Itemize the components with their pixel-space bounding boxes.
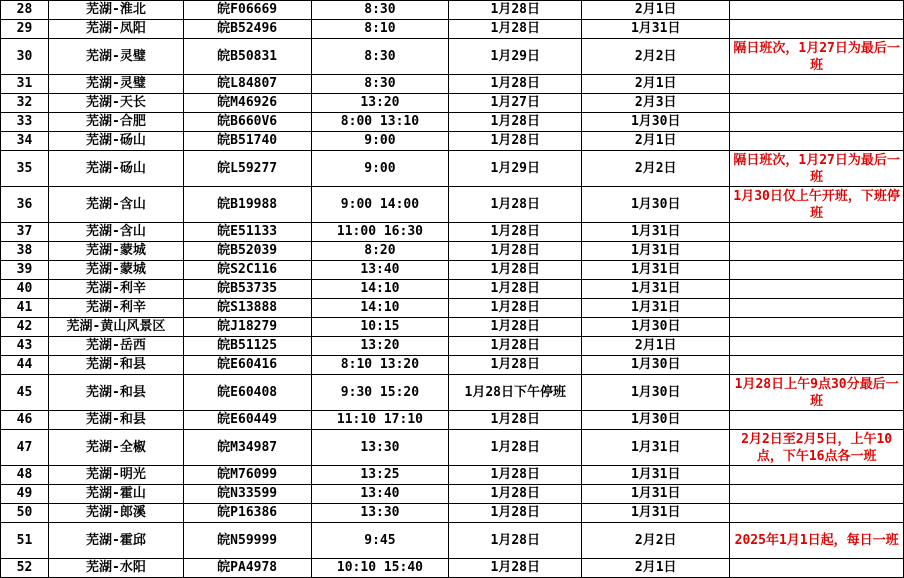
- departure-time-cell: 14:10: [311, 299, 449, 318]
- departure-time-cell: 13:40: [311, 261, 449, 280]
- departure-time-cell: 8:20: [311, 242, 449, 261]
- stop-date-cell: 1月28日: [449, 337, 582, 356]
- plate-cell: 皖B51740: [183, 132, 311, 151]
- stop-date-cell: 1月28日: [449, 466, 582, 485]
- resume-date-cell: 1月31日: [582, 261, 730, 280]
- resume-date-cell: 2月1日: [582, 1, 730, 20]
- table-row: [1, 485, 904, 504]
- departure-time-cell: 11:00 16:30: [311, 223, 449, 242]
- departure-time-cell: 14:10: [311, 280, 449, 299]
- row-number-cell: 38: [1, 242, 49, 261]
- table-row: [1, 151, 904, 187]
- row-number-cell: 47: [1, 430, 49, 466]
- table-row: [1, 411, 904, 430]
- resume-date-cell: 1月31日: [582, 223, 730, 242]
- route-cell: 芜湖-岳西: [49, 337, 184, 356]
- resume-date-cell: 2月2日: [582, 151, 730, 187]
- route-cell: 芜湖-全椒: [49, 430, 184, 466]
- table-row: [1, 466, 904, 485]
- route-cell: 芜湖-砀山: [49, 151, 184, 187]
- departure-time-cell: 10:15: [311, 318, 449, 337]
- stop-date-cell: 1月28日: [449, 411, 582, 430]
- stop-date-cell: 1月28日: [449, 242, 582, 261]
- route-cell: 芜湖-淮北: [49, 1, 184, 20]
- route-cell: 芜湖-含山: [49, 187, 184, 223]
- stop-date-cell: 1月29日: [449, 39, 582, 75]
- resume-date-cell: 1月31日: [582, 242, 730, 261]
- table-row: [1, 39, 904, 75]
- resume-date-cell: 1月30日: [582, 411, 730, 430]
- row-number-cell: 35: [1, 151, 49, 187]
- resume-date-cell: 1月31日: [582, 280, 730, 299]
- route-cell: 芜湖-凤阳: [49, 20, 184, 39]
- note-cell: 隔日班次，1月27日为最后一班: [730, 39, 904, 75]
- route-cell: 芜湖-郎溪: [49, 504, 184, 523]
- departure-time-cell: 8:30: [311, 1, 449, 20]
- route-cell: 芜湖-水阳: [49, 559, 184, 578]
- stop-date-cell: 1月28日: [449, 523, 582, 559]
- table-row: [1, 318, 904, 337]
- table-row: [1, 299, 904, 318]
- stop-date-cell: 1月28日: [449, 132, 582, 151]
- note-cell: 1月30日仅上午开班，下班停班: [730, 187, 904, 223]
- row-number-cell: 45: [1, 375, 49, 411]
- table-row: [1, 242, 904, 261]
- route-cell: 芜湖-霍山: [49, 485, 184, 504]
- plate-cell: 皖PA4978: [183, 559, 311, 578]
- stop-date-cell: 1月28日: [449, 75, 582, 94]
- table-row: [1, 261, 904, 280]
- resume-date-cell: 1月31日: [582, 430, 730, 466]
- note-cell: [730, 75, 904, 94]
- note-cell: [730, 485, 904, 504]
- route-cell: 芜湖-合肥: [49, 113, 184, 132]
- route-cell: 芜湖-黄山风景区: [49, 318, 184, 337]
- plate-cell: 皖B52496: [183, 20, 311, 39]
- route-cell: 芜湖-霍邱: [49, 523, 184, 559]
- table-row: [1, 20, 904, 39]
- route-cell: 芜湖-灵璧: [49, 75, 184, 94]
- resume-date-cell: 1月30日: [582, 187, 730, 223]
- route-cell: 芜湖-含山: [49, 223, 184, 242]
- departure-time-cell: 8:00 13:10: [311, 113, 449, 132]
- table-row: [1, 504, 904, 523]
- table-row: [1, 523, 904, 559]
- note-cell: [730, 1, 904, 20]
- row-number-cell: 39: [1, 261, 49, 280]
- note-cell: 2025年1月1日起，每日一班: [730, 523, 904, 559]
- departure-time-cell: 9:00 14:00: [311, 187, 449, 223]
- note-cell: 2月2日至2月5日，上午10点，下午16点各一班: [730, 430, 904, 466]
- resume-date-cell: 1月30日: [582, 356, 730, 375]
- note-cell: [730, 94, 904, 113]
- stop-date-cell: 1月28日: [449, 261, 582, 280]
- table-row: [1, 132, 904, 151]
- route-cell: 芜湖-和县: [49, 411, 184, 430]
- plate-cell: 皖B53735: [183, 280, 311, 299]
- departure-time-cell: 13:40: [311, 485, 449, 504]
- plate-cell: 皖B52039: [183, 242, 311, 261]
- route-cell: 芜湖-蒙城: [49, 242, 184, 261]
- note-cell: [730, 20, 904, 39]
- resume-date-cell: 2月2日: [582, 39, 730, 75]
- note-cell: 1月28日上午9点30分最后一班: [730, 375, 904, 411]
- row-number-cell: 51: [1, 523, 49, 559]
- departure-time-cell: 9:00: [311, 132, 449, 151]
- route-cell: 芜湖-明光: [49, 466, 184, 485]
- note-cell: [730, 318, 904, 337]
- departure-time-cell: 13:20: [311, 94, 449, 113]
- note-cell: [730, 337, 904, 356]
- note-cell: [730, 113, 904, 132]
- departure-time-cell: 9:00: [311, 151, 449, 187]
- stop-date-cell: 1月28日: [449, 20, 582, 39]
- departure-time-cell: 8:30: [311, 75, 449, 94]
- plate-cell: 皖N33599: [183, 485, 311, 504]
- stop-date-cell: 1月28日: [449, 504, 582, 523]
- row-number-cell: 52: [1, 559, 49, 578]
- plate-cell: 皖J18279: [183, 318, 311, 337]
- plate-cell: 皖L84807: [183, 75, 311, 94]
- stop-date-cell: 1月28日: [449, 280, 582, 299]
- departure-time-cell: 13:20: [311, 337, 449, 356]
- note-cell: 隔日班次，1月27日为最后一班: [730, 151, 904, 187]
- table-row: [1, 1, 904, 20]
- departure-time-cell: 9:45: [311, 523, 449, 559]
- resume-date-cell: 1月31日: [582, 466, 730, 485]
- resume-date-cell: 1月30日: [582, 375, 730, 411]
- stop-date-cell: 1月28日: [449, 223, 582, 242]
- resume-date-cell: 2月3日: [582, 94, 730, 113]
- row-number-cell: 34: [1, 132, 49, 151]
- departure-time-cell: 8:10 13:20: [311, 356, 449, 375]
- note-cell: [730, 504, 904, 523]
- note-cell: [730, 132, 904, 151]
- plate-cell: 皖B51125: [183, 337, 311, 356]
- stop-date-cell: 1月28日: [449, 356, 582, 375]
- plate-cell: 皖B50831: [183, 39, 311, 75]
- row-number-cell: 50: [1, 504, 49, 523]
- note-cell: [730, 299, 904, 318]
- row-number-cell: 37: [1, 223, 49, 242]
- departure-time-cell: 10:10 15:40: [311, 559, 449, 578]
- departure-time-cell: 13:25: [311, 466, 449, 485]
- route-cell: 芜湖-利辛: [49, 299, 184, 318]
- row-number-cell: 28: [1, 1, 49, 20]
- stop-date-cell: 1月28日下午停班: [449, 375, 582, 411]
- note-cell: [730, 280, 904, 299]
- resume-date-cell: 1月30日: [582, 318, 730, 337]
- note-cell: [730, 411, 904, 430]
- stop-date-cell: 1月28日: [449, 113, 582, 132]
- plate-cell: 皖N59999: [183, 523, 311, 559]
- resume-date-cell: 1月31日: [582, 504, 730, 523]
- row-number-cell: 36: [1, 187, 49, 223]
- resume-date-cell: 1月31日: [582, 485, 730, 504]
- route-cell: 芜湖-灵璧: [49, 39, 184, 75]
- table-row: [1, 430, 904, 466]
- departure-time-cell: 8:10: [311, 20, 449, 39]
- row-number-cell: 42: [1, 318, 49, 337]
- note-cell: [730, 559, 904, 578]
- table-row: [1, 280, 904, 299]
- route-cell: 芜湖-天长: [49, 94, 184, 113]
- row-number-cell: 30: [1, 39, 49, 75]
- note-cell: [730, 261, 904, 280]
- plate-cell: 皖L59277: [183, 151, 311, 187]
- table-row: [1, 356, 904, 375]
- resume-date-cell: 1月31日: [582, 20, 730, 39]
- row-number-cell: 29: [1, 20, 49, 39]
- table-row: [1, 559, 904, 578]
- row-number-cell: 48: [1, 466, 49, 485]
- stop-date-cell: 1月28日: [449, 318, 582, 337]
- plate-cell: 皖B660V6: [183, 113, 311, 132]
- stop-date-cell: 1月28日: [449, 430, 582, 466]
- table-row: [1, 337, 904, 356]
- stop-date-cell: 1月28日: [449, 299, 582, 318]
- table-row: [1, 223, 904, 242]
- table-body: [1, 1, 904, 578]
- row-number-cell: 49: [1, 485, 49, 504]
- plate-cell: 皖S2C116: [183, 261, 311, 280]
- row-number-cell: 41: [1, 299, 49, 318]
- route-cell: 芜湖-利辛: [49, 280, 184, 299]
- route-cell: 芜湖-和县: [49, 375, 184, 411]
- plate-cell: 皖E60408: [183, 375, 311, 411]
- plate-cell: 皖E51133: [183, 223, 311, 242]
- note-cell: [730, 242, 904, 261]
- resume-date-cell: 2月1日: [582, 75, 730, 94]
- plate-cell: 皖M46926: [183, 94, 311, 113]
- table-row: [1, 94, 904, 113]
- route-cell: 芜湖-砀山: [49, 132, 184, 151]
- row-number-cell: 40: [1, 280, 49, 299]
- plate-cell: 皖E60416: [183, 356, 311, 375]
- route-cell: 芜湖-蒙城: [49, 261, 184, 280]
- plate-cell: 皖M76099: [183, 466, 311, 485]
- resume-date-cell: 2月1日: [582, 132, 730, 151]
- row-number-cell: 32: [1, 94, 49, 113]
- table-row: [1, 375, 904, 411]
- row-number-cell: 33: [1, 113, 49, 132]
- resume-date-cell: 1月31日: [582, 299, 730, 318]
- plate-cell: 皖E60449: [183, 411, 311, 430]
- stop-date-cell: 1月29日: [449, 151, 582, 187]
- departure-time-cell: 11:10 17:10: [311, 411, 449, 430]
- table-row: [1, 75, 904, 94]
- stop-date-cell: 1月28日: [449, 559, 582, 578]
- resume-date-cell: 1月30日: [582, 113, 730, 132]
- note-cell: [730, 356, 904, 375]
- resume-date-cell: 2月2日: [582, 523, 730, 559]
- stop-date-cell: 1月27日: [449, 94, 582, 113]
- resume-date-cell: 2月1日: [582, 559, 730, 578]
- note-cell: [730, 223, 904, 242]
- row-number-cell: 43: [1, 337, 49, 356]
- departure-time-cell: 9:30 15:20: [311, 375, 449, 411]
- stop-date-cell: 1月28日: [449, 187, 582, 223]
- plate-cell: 皖S13888: [183, 299, 311, 318]
- stop-date-cell: 1月28日: [449, 1, 582, 20]
- plate-cell: 皖M34987: [183, 430, 311, 466]
- note-cell: [730, 466, 904, 485]
- plate-cell: 皖B19988: [183, 187, 311, 223]
- plate-cell: 皖F06669: [183, 1, 311, 20]
- row-number-cell: 44: [1, 356, 49, 375]
- stop-date-cell: 1月28日: [449, 485, 582, 504]
- plate-cell: 皖P16386: [183, 504, 311, 523]
- departure-time-cell: 13:30: [311, 504, 449, 523]
- row-number-cell: 46: [1, 411, 49, 430]
- table-row: [1, 113, 904, 132]
- departure-time-cell: 8:30: [311, 39, 449, 75]
- row-number-cell: 31: [1, 75, 49, 94]
- resume-date-cell: 2月1日: [582, 337, 730, 356]
- departure-time-cell: 13:30: [311, 430, 449, 466]
- route-cell: 芜湖-和县: [49, 356, 184, 375]
- table-row: [1, 187, 904, 223]
